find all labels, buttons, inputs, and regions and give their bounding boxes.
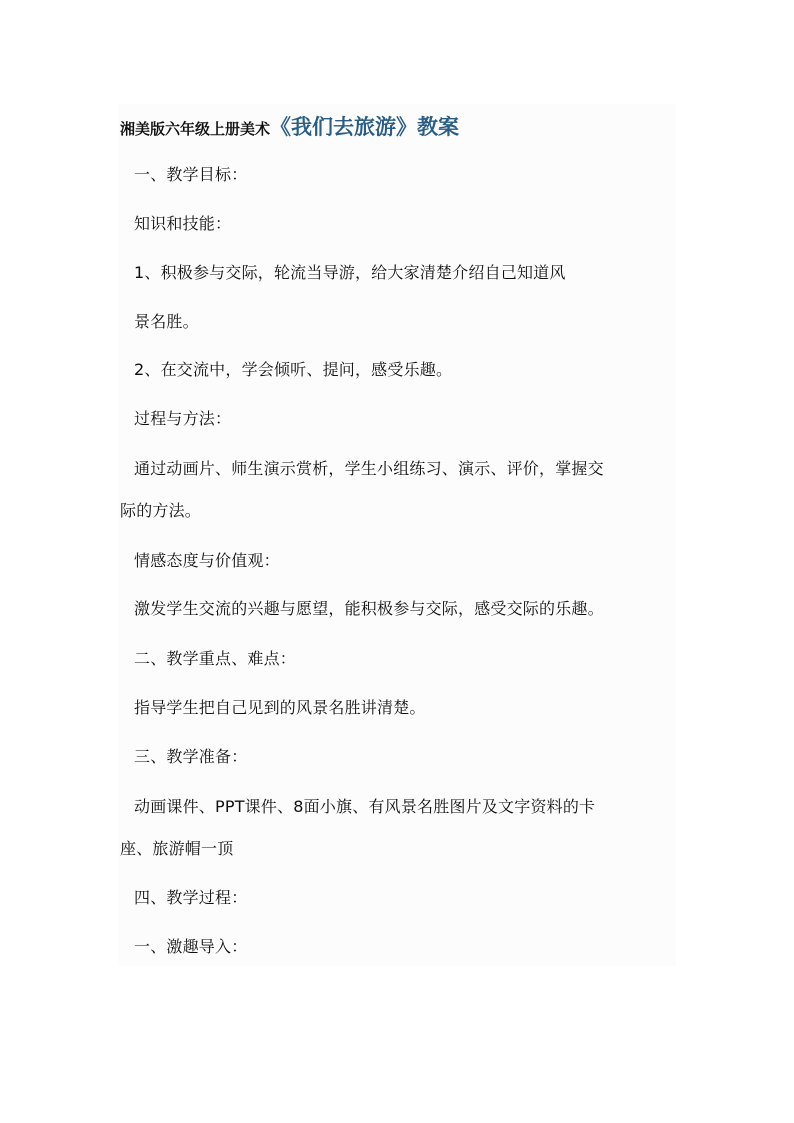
paragraph-line: 际的方法。	[120, 501, 202, 520]
heading-introduction: 一、激趣导入：	[134, 937, 248, 956]
paragraph-line: 指导学生把自己见到的风景名胜讲清楚。	[134, 698, 426, 717]
paragraph-line: 景名胜。	[134, 312, 199, 331]
title-prefix: 湘美版六年级上册美术	[120, 120, 271, 138]
heading-teaching-process: 四、教学过程：	[134, 888, 248, 907]
paragraph-line: 座、旅游帽一顶	[120, 839, 234, 858]
title-main: 《我们去旅游》教案	[270, 115, 460, 139]
paragraph-line: 激发学生交流的兴趣与愿望，能积极参与交际，感受交际的乐趣。	[134, 599, 604, 618]
subheading-process-method: 过程与方法：	[134, 409, 232, 428]
paragraph-line: 通过动画片、师生演示赏析，学生小组练习、演示、评价，掌握交	[134, 459, 604, 478]
paragraph-line: 2、在交流中，学会倾听、提问，感受乐趣。	[134, 360, 453, 379]
heading-key-points: 二、教学重点、难点：	[134, 649, 297, 668]
document-title	[120, 112, 459, 144]
subheading-knowledge-skills: 知识和技能：	[134, 214, 232, 233]
heading-preparation: 三、教学准备：	[134, 747, 248, 766]
paragraph-line: 动画课件、PPT课件、8面小旗、有风景名胜图片及文字资料的卡	[134, 797, 596, 816]
heading-teaching-goals: 一、教学目标：	[134, 165, 248, 184]
subheading-emotion-values: 情感态度与价值观：	[134, 551, 280, 570]
paragraph-line: 1、积极参与交际，轮流当导游，给大家清楚介绍自己知道风	[134, 263, 566, 282]
